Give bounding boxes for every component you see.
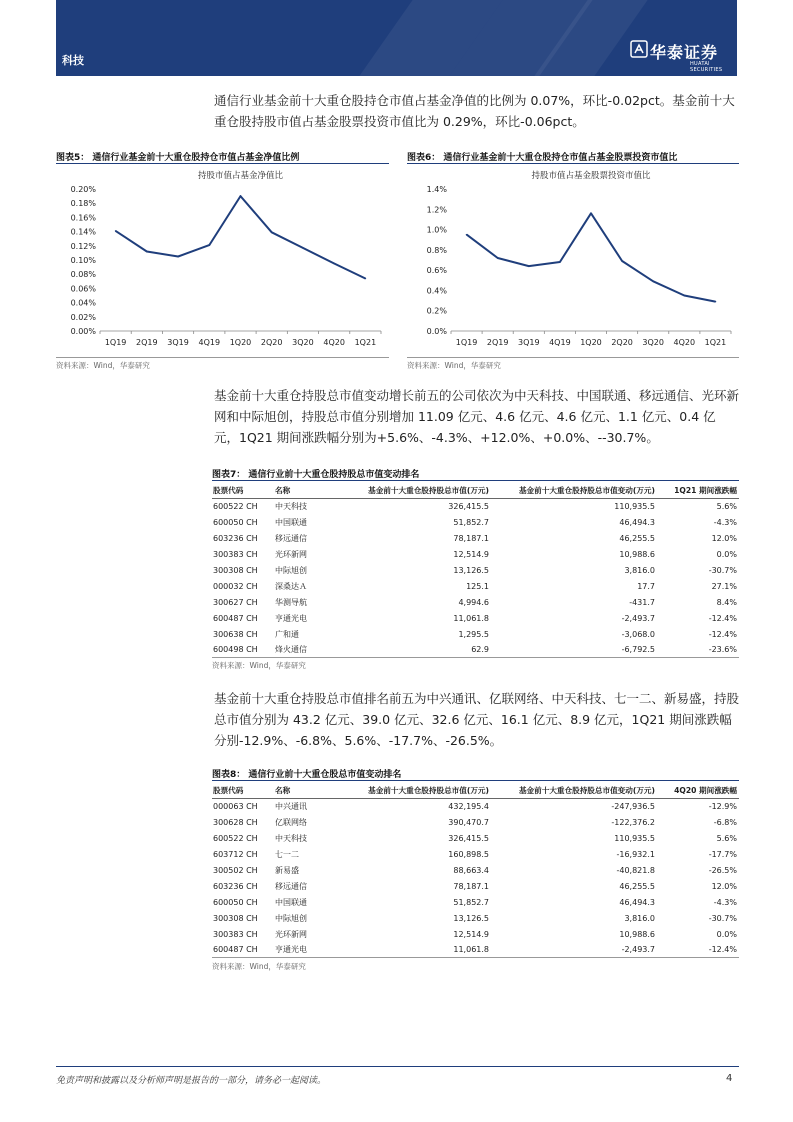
table-cell: 中国联通 <box>275 897 307 907</box>
table-cell: 300502 CH <box>213 866 258 875</box>
table-cell: -2,493.7 <box>621 613 655 623</box>
table-cell: 七一二 <box>275 850 299 860</box>
series-line <box>467 213 716 301</box>
table8 <box>212 782 739 958</box>
footer-rule <box>56 1066 739 1067</box>
table-cell: -26.5% <box>708 866 737 875</box>
table-row <box>212 942 739 958</box>
data-point <box>528 265 530 267</box>
y-tick-label: 0.14% <box>70 227 96 237</box>
table-cell: 110,935.5 <box>614 502 655 512</box>
table-row <box>212 499 739 515</box>
y-tick-label: 0.02% <box>70 312 96 322</box>
table8-rule <box>212 780 739 781</box>
table-cell: -4.3% <box>713 897 737 907</box>
x-tick-label: 1Q20 <box>580 338 602 347</box>
table-cell: 0.0% <box>716 929 737 939</box>
table-cell: 27.1% <box>711 581 737 591</box>
table-cell: 300308 CH <box>213 913 258 923</box>
x-tick-label: 3Q20 <box>292 338 314 347</box>
table-cell: 390,470.7 <box>448 818 489 828</box>
table-row <box>212 926 739 942</box>
table7-title: 图表7： 通信行业前十大重仓股持股总市值变动排名 <box>212 470 420 480</box>
table-cell: 600050 CH <box>213 518 258 528</box>
y-tick-label: 1.4% <box>426 185 447 194</box>
figure6-title: 图表6： 通信行业基金前十大重仓股持仓市值占基金股票投资市值比 <box>407 153 678 163</box>
table-cell: 51,852.7 <box>453 897 489 907</box>
table-cell: 11,061.8 <box>453 945 489 955</box>
table-cell: 600487 CH <box>213 945 258 955</box>
column-header: 名称 <box>275 782 325 799</box>
table-cell: 华测导航 <box>275 597 307 607</box>
table-cell: 13,126.5 <box>453 913 489 923</box>
x-tick-label: 4Q20 <box>673 338 696 347</box>
table-row <box>212 563 739 579</box>
table-cell: 中天科技 <box>275 834 307 844</box>
table-cell: -12.4% <box>708 945 737 955</box>
paragraph-top-holdings: 基金前十大重仓持股总市值排名前五为中兴通讯、亿联网络、中天科技、七一二、新易盛，持股总市值分别为 43.2 亿元、39.0 亿元、32.6 亿元、16.1 亿元、8.9 亿元，1Q21 期间涨跌幅分别-12.9%、-6.8%、5.6%、-17.7%、-26.5%。 <box>214 691 740 748</box>
paragraph-top-gainers: 基金前十大重仓持股总市值变动增长前五的公司依次为中天科技、中国联通、移远通信、光环新网和中际旭创，持股总市值分别增加 11.09 亿元、4.6 亿元、4.6 亿元、1.1 亿元、0.4 亿元，1Q21 期间涨跌幅分别为+5.6%、-4.3%、+12.0%、+0.0%、--30.7%。 <box>214 388 740 445</box>
data-point <box>590 213 592 215</box>
table-cell: 17.7 <box>637 581 655 591</box>
table-cell: 000032 CH <box>213 581 258 591</box>
brand-name-en: HUATAI SECURITIES <box>690 61 723 73</box>
table-row <box>212 910 739 926</box>
data-point <box>497 257 499 259</box>
table-cell: 4,994.6 <box>458 597 489 607</box>
table-row <box>212 799 739 815</box>
disclaimer-note: 免责声明和披露以及分析师声明是报告的一部分，请务必一起阅读。 <box>56 1076 327 1086</box>
table-cell: -2,493.7 <box>621 945 655 955</box>
column-header: 4Q20 期间涨跌幅 <box>655 782 739 799</box>
table8-title: 图表8： 通信行业前十大重仓股总市值变动排名 <box>212 770 402 780</box>
table-cell: 亨通光电 <box>275 945 307 955</box>
table-cell: 326,415.5 <box>448 834 489 844</box>
table-cell: 移远通信 <box>275 534 307 544</box>
data-point <box>684 295 686 297</box>
table-cell: 新易盛 <box>275 866 299 875</box>
data-point <box>177 256 179 258</box>
table-row <box>212 878 739 894</box>
section-label: 科技 <box>62 54 84 67</box>
table7 <box>212 482 739 658</box>
page-number: 4 <box>726 1073 733 1084</box>
figure6-rule <box>407 163 739 164</box>
figure6-source: 资料来源：Wind，华泰研究 <box>407 361 501 370</box>
y-tick-label: 0.12% <box>70 241 96 251</box>
x-tick-label: 4Q19 <box>198 338 221 347</box>
table-cell: 432,195.4 <box>448 802 489 812</box>
table-cell: 11,061.8 <box>453 613 489 623</box>
table-cell: -4.3% <box>713 518 737 528</box>
table-cell: -17.7% <box>708 850 737 860</box>
paragraph-fund-ratio: 通信行业基金前十大重仓股持仓市值占基金净值的比例为 0.07%，环比-0.02pct。基金前十大重仓股持股市值占基金股票投资市值比为 0.29%，环比-0.06pct。 <box>214 93 735 129</box>
x-tick-label: 2Q20 <box>260 338 283 347</box>
table-cell: 13,126.5 <box>453 566 489 575</box>
table-cell: 326,415.5 <box>448 502 489 512</box>
table-cell: 1,295.5 <box>458 629 489 639</box>
table-cell: 3,816.0 <box>624 566 655 575</box>
table-cell: 0.0% <box>716 550 737 560</box>
y-tick-label: 0.10% <box>70 256 96 265</box>
table-cell: 125.1 <box>466 581 489 591</box>
table-cell: 中天科技 <box>275 502 307 512</box>
table-cell: 46,255.5 <box>619 881 655 891</box>
data-point <box>333 263 335 265</box>
table-cell: 8.4% <box>716 597 737 607</box>
table-cell: 600498 CH <box>213 645 258 655</box>
chart-title: 持股市值占基金净值比 <box>197 171 284 181</box>
table-cell: 300638 CH <box>213 629 258 639</box>
column-header: 基金前十大重仓股持股总市值(万元) <box>325 482 489 499</box>
figure5-title: 图表5： 通信行业基金前十大重仓股持仓市值占基金净值比例 <box>56 153 300 163</box>
table-cell: 78,187.1 <box>453 534 489 544</box>
y-tick-label: 0.04% <box>70 298 96 308</box>
table-cell: -30.7% <box>708 913 737 923</box>
table-cell: -6.8% <box>713 818 737 828</box>
y-tick-label: 1.0% <box>426 225 447 235</box>
column-header: 基金前十大重仓股持股总市值变动(万元) <box>489 482 655 499</box>
x-tick-label: 2Q19 <box>136 338 158 347</box>
y-tick-label: 0.00% <box>70 327 96 336</box>
table-cell: -30.7% <box>708 566 737 575</box>
huatai-logo-icon <box>630 40 648 58</box>
table-cell: 中际旭创 <box>275 913 307 923</box>
data-point <box>621 260 623 262</box>
series-line <box>116 196 366 278</box>
figure5-bottom-rule <box>56 357 389 358</box>
figure5-source: 资料来源：Wind，华泰研究 <box>56 361 150 370</box>
data-point <box>208 244 210 246</box>
table-cell: -431.7 <box>629 597 655 607</box>
table-cell: 300308 CH <box>213 566 258 575</box>
x-tick-label: 4Q19 <box>549 338 571 347</box>
table-cell: -12.4% <box>708 629 737 639</box>
table-row <box>212 626 739 642</box>
table-cell: -12.4% <box>708 613 737 623</box>
table8-bottom-rule <box>212 957 739 958</box>
table-cell: 广和通 <box>275 629 299 639</box>
table-cell: 110,935.5 <box>614 834 655 844</box>
table-cell: 603236 CH <box>213 881 258 891</box>
table-cell: -6,792.5 <box>621 645 655 655</box>
table-row <box>212 894 739 910</box>
y-tick-label: 0.6% <box>426 266 447 276</box>
data-point <box>302 247 304 249</box>
table-cell: 600050 CH <box>213 897 258 907</box>
data-point <box>715 301 717 303</box>
table-cell: -23.6% <box>708 645 737 655</box>
x-tick-label: 3Q19 <box>167 338 189 347</box>
table-cell: 3,816.0 <box>624 913 655 923</box>
figure6-bottom-rule <box>407 357 739 358</box>
table-cell: 深桑达Ａ <box>275 581 307 591</box>
table-cell: 中际旭创 <box>275 566 307 575</box>
column-header: 基金前十大重仓股持股总市值(万元) <box>325 782 489 799</box>
data-point <box>115 230 117 232</box>
y-tick-label: 0.2% <box>426 306 447 316</box>
table-cell: 000063 CH <box>213 802 258 812</box>
data-point <box>652 281 654 283</box>
y-tick-label: 0.8% <box>426 245 447 255</box>
table-row <box>212 547 739 563</box>
x-tick-label: 1Q21 <box>704 338 727 347</box>
table-cell: -40,821.8 <box>616 866 655 875</box>
figure6-chart <box>407 165 739 355</box>
column-header: 股票代码 <box>212 482 275 499</box>
table-cell: 5.6% <box>716 502 737 512</box>
table-cell: 46,494.3 <box>619 518 655 528</box>
y-tick-label: 0.0% <box>426 327 447 336</box>
chart-title: 持股市值占基金股票投资市值比 <box>531 171 651 181</box>
table7-bottom-rule <box>212 657 739 658</box>
table-header-row <box>212 782 739 799</box>
table-cell: 光环新网 <box>275 929 307 939</box>
table-cell: 5.6% <box>716 834 737 844</box>
table-cell: 12,514.9 <box>453 929 489 939</box>
table-cell: -3,068.0 <box>621 629 655 639</box>
table-cell: 78,187.1 <box>453 881 489 891</box>
table-cell: 603236 CH <box>213 534 258 544</box>
y-tick-label: 0.4% <box>426 286 447 296</box>
table-cell: 600522 CH <box>213 502 258 512</box>
table-cell: 12.0% <box>711 881 737 891</box>
column-header: 1Q21 期间涨跌幅 <box>655 482 739 499</box>
table-row <box>212 863 739 879</box>
brand-name: 华泰证券 <box>650 43 719 62</box>
column-header: 股票代码 <box>212 782 275 799</box>
x-tick-label: 4Q20 <box>323 338 345 347</box>
y-tick-label: 0.16% <box>70 213 96 223</box>
x-tick-label: 3Q19 <box>517 338 540 347</box>
table-cell: 亨通光电 <box>275 613 307 623</box>
data-point <box>365 278 367 280</box>
x-tick-label: 2Q19 <box>486 338 509 347</box>
data-point <box>271 232 273 234</box>
data-point <box>146 251 148 253</box>
table-cell: 88,663.4 <box>453 866 489 875</box>
table7-source: 资料来源：Wind，华泰研究 <box>212 661 306 670</box>
table-row <box>212 642 739 658</box>
table-cell: 46,494.3 <box>619 897 655 907</box>
table-cell: 300627 CH <box>213 597 258 607</box>
x-tick-label: 2Q20 <box>611 338 633 347</box>
table-row <box>212 610 739 626</box>
page-header-banner <box>56 0 737 76</box>
y-tick-label: 0.06% <box>70 284 96 294</box>
data-point <box>466 234 468 236</box>
table-cell: 600487 CH <box>213 613 258 623</box>
table-cell: 中兴通讯 <box>275 802 307 812</box>
table-row <box>212 531 739 547</box>
x-tick-label: 1Q19 <box>104 338 127 347</box>
table-row <box>212 815 739 831</box>
data-point <box>240 195 242 197</box>
table-row <box>212 594 739 610</box>
table-row <box>212 515 739 531</box>
table-row <box>212 831 739 847</box>
table-header-row <box>212 482 739 499</box>
table-cell: 51,852.7 <box>453 518 489 528</box>
table-cell: 光环新网 <box>275 550 307 560</box>
table-cell: -122,376.2 <box>611 818 655 828</box>
figure5-chart <box>56 165 389 355</box>
column-header: 名称 <box>275 482 325 499</box>
table-cell: 12.0% <box>711 534 737 544</box>
table-cell: -12.9% <box>708 802 737 812</box>
data-point <box>559 261 561 263</box>
y-tick-label: 0.18% <box>70 199 96 209</box>
table-cell: 300383 CH <box>213 929 258 939</box>
y-tick-label: 0.08% <box>70 270 96 280</box>
table8-source: 资料来源：Wind，华泰研究 <box>212 962 306 971</box>
table-cell: -247,936.5 <box>611 802 655 812</box>
table-cell: 300383 CH <box>213 550 258 560</box>
x-tick-label: 1Q21 <box>354 338 377 347</box>
x-tick-label: 3Q20 <box>642 338 665 347</box>
table-cell: 160,898.5 <box>448 850 489 860</box>
table-cell: 中国联通 <box>275 518 307 528</box>
x-tick-label: 1Q20 <box>229 338 252 347</box>
table-cell: 10,988.6 <box>619 550 655 560</box>
table-cell: -16,932.1 <box>616 850 655 860</box>
table-cell: 烽火通信 <box>275 645 307 655</box>
table-cell: 移远通信 <box>275 881 307 891</box>
y-tick-label: 1.2% <box>426 205 447 215</box>
table-row <box>212 578 739 594</box>
y-tick-label: 0.20% <box>70 185 96 194</box>
column-header: 基金前十大重仓股持股总市值变动(万元) <box>489 782 655 799</box>
table-row <box>212 847 739 863</box>
table-cell: 12,514.9 <box>453 550 489 560</box>
table-cell: 亿联网络 <box>275 818 307 828</box>
table7-rule <box>212 480 739 481</box>
table-cell: 46,255.5 <box>619 534 655 544</box>
table-cell: 600522 CH <box>213 834 258 844</box>
figure5-rule <box>56 163 389 164</box>
x-tick-label: 1Q19 <box>455 338 478 347</box>
table-cell: 10,988.6 <box>619 929 655 939</box>
table-cell: 603712 CH <box>213 850 258 860</box>
table-cell: 300628 CH <box>213 818 258 828</box>
table-cell: 62.9 <box>471 645 489 655</box>
